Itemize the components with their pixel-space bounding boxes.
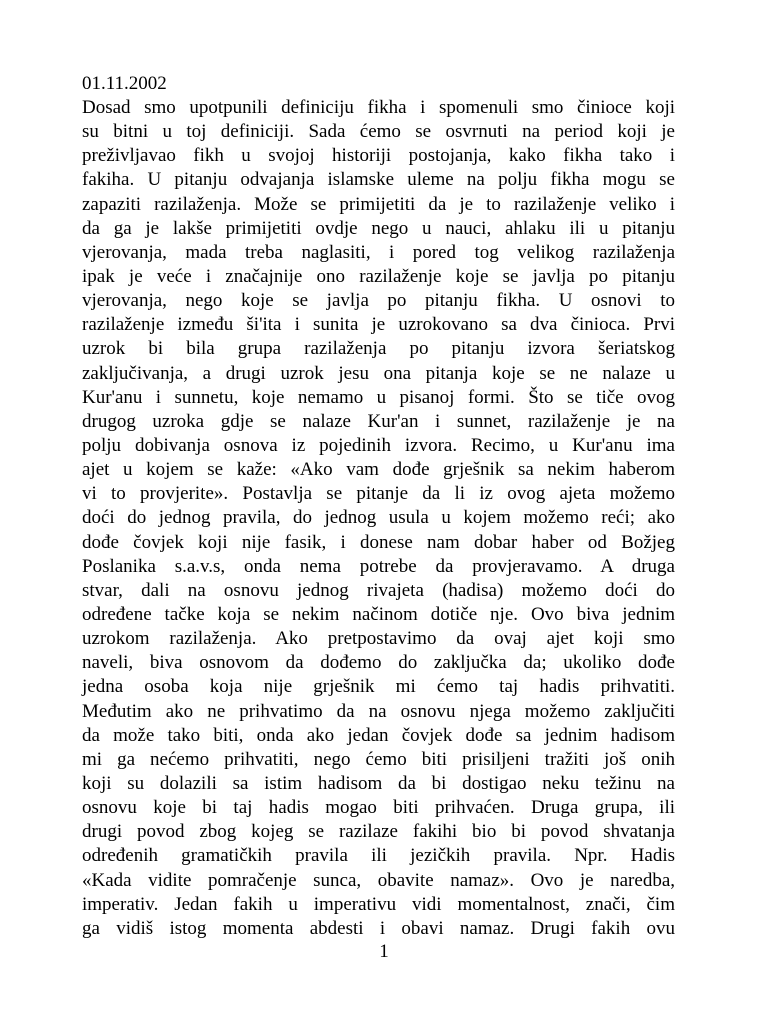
text-line: naveli, biva osnovom da dođemo do zaključka da; ukoliko dođe: [82, 652, 675, 674]
page-number: 1: [379, 941, 389, 962]
text-line: zaključivanja, a drugi uzrok jesu ona pitanja koje se ne nalaze u: [82, 362, 675, 384]
text-line: da može tako biti, onda ako jedan čovjek dođe sa jednim hadisom: [82, 724, 675, 746]
text-line: da ga je lakše primijetiti ovdje nego u nauci, ahlaku ili u pitanju: [82, 217, 675, 239]
text-line: Kur'anu i sunnetu, koje nemamo u pisanoj formi. Što se tiče ovog: [82, 386, 675, 408]
text-line: dođe čovjek koji nije fasik, i donese nam dobar haber od Božjeg: [82, 531, 675, 553]
text-line: razilaženje između ši'ita i sunita je uzrokovano sa dva činioca. Prvi: [82, 314, 675, 336]
text-line: ajet u kojem se kaže: «Ako vam dođe grješnik sa nekim haberom: [82, 459, 675, 481]
text-line: uzrokom razilaženja. Ako pretpostavimo da ovaj ajet koji smo: [82, 628, 675, 650]
text-line: vi to provjerite». Postavlja se pitanje da li iz ovog ajeta možemo: [82, 483, 675, 505]
text-line: fakiha. U pitanju odvajanja islamske uleme na polju fikha mogu se: [82, 169, 675, 191]
text-line: drugi povod zbog kojeg se razilaze fakihi bio bi povod shvatanja: [82, 821, 675, 843]
text-line: imperativ. Jedan fakih u imperativu vidi momentalnost, znači, čim: [82, 893, 675, 915]
text-line: «Kada vidite pomračenje sunca, obavite namaz». Ovo je naredba,: [82, 869, 675, 891]
text-line: mi ga nećemo prihvatiti, nego ćemo biti prisiljeni tražiti još onih: [82, 748, 675, 770]
text-line: drugog uzroka gdje se nalaze Kur'an i sunnet, razilaženje je na: [82, 410, 675, 432]
text-line: koji su dolazili sa istim hadisom da bi dostigao neku težinu na: [82, 772, 675, 794]
text-line: određene tačke koja se nekim načinom dotiče nje. Ovo biva jednim: [82, 603, 675, 625]
text-line: određenih gramatičkih pravila ili jezičkih pravila. Npr. Hadis: [82, 845, 675, 867]
text-line: su bitni u toj definiciji. Sada ćemo se osvrnuti na period koji je: [82, 121, 675, 143]
body-paragraph: [82, 96, 675, 941]
text-line: stvar, dali na osnovu jednog rivajeta (hadisa) možemo doći do: [82, 579, 675, 601]
text-line: vjerovanja, mada treba naglasiti, i pored tog velikog razilaženja: [82, 241, 675, 263]
text-line: doći do jednog pravila, do jednog usula u kojem možemo reći; ako: [82, 507, 675, 529]
text-line: Poslanika s.a.v.s, onda nema potrebe da provjeravamo. A druga: [82, 555, 675, 577]
text-line: ipak je veće i značajnije ono razilaženje koje se javlja po pitanju: [82, 265, 675, 287]
text-line: polju dobivanja osnova iz pojedinih izvora. Recimo, u Kur'anu ima: [82, 434, 675, 456]
text-line: preživljavao fikh u svojoj historiji postojanja, kako fikha tako i: [82, 145, 675, 167]
text-line: Međutim ako ne prihvatimo da na osnovu njega možemo zaključiti: [82, 700, 675, 722]
text-line: osnovu koje bi taj hadis mogao biti prihvaćen. Druga grupa, ili: [82, 797, 675, 819]
text-line: uzrok bi bila grupa razilaženja po pitanju izvora šeriatskog: [82, 338, 675, 360]
text-line: Dosad smo upotpunili definiciju fikha i spomenuli smo činioce koji: [82, 97, 675, 118]
text-line: zapaziti razilaženja. Može se primijetiti da je to razilaženje veliko i: [82, 193, 675, 215]
text-line: vjerovanja, nego koje se javlja po pitanju fikha. U osnovi to: [82, 290, 675, 312]
text-line: ga vidiš istog momenta abdesti i obavi namaz. Drugi fakih ovu: [82, 917, 675, 939]
text-line: jedna osoba koja nije grješnik mi ćemo taj hadis prihvatiti.: [82, 676, 675, 698]
document-date: 01.11.2002: [82, 73, 167, 94]
